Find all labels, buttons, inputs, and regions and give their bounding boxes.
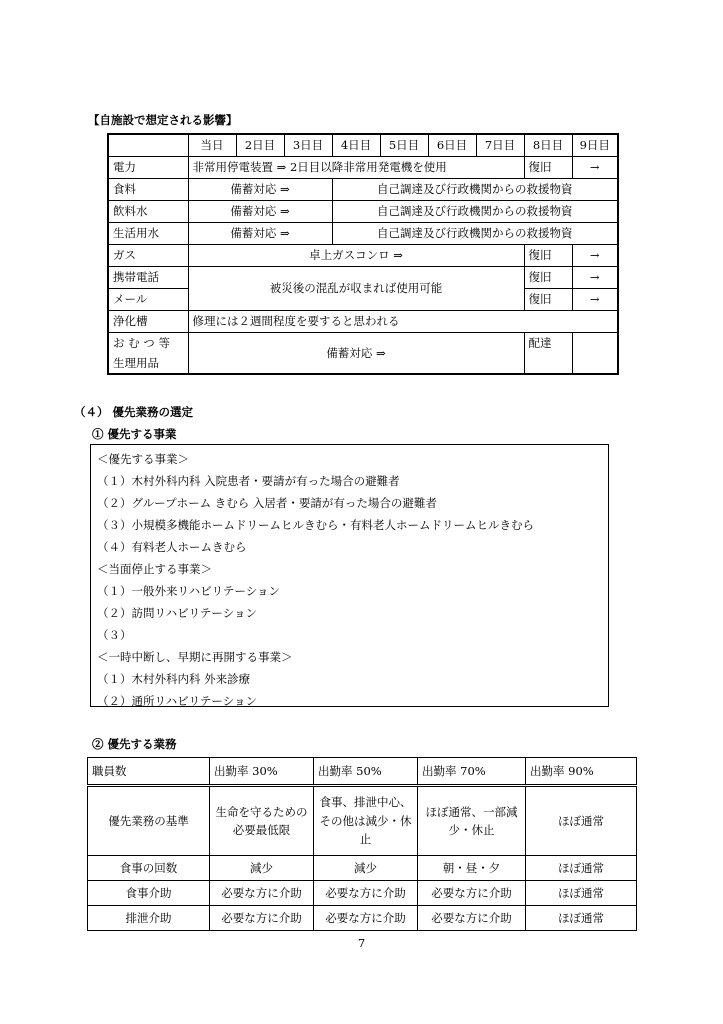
deliver-cell: 配達: [524, 333, 572, 375]
business-line: （２）グループホーム きむら 入居者・要請が有った場合の避難者: [97, 496, 437, 510]
header-cell: 職員数: [88, 758, 210, 786]
duty-cell: ほぼ通常、一部減少・休止: [418, 786, 526, 856]
duty-cell: 必要な方に介助: [418, 881, 526, 906]
row-label: 飲料水: [108, 201, 188, 223]
header-cell: 出勤率 90%: [526, 758, 637, 786]
duty-header-row: [88, 758, 637, 786]
basis-row: [88, 786, 637, 856]
day-cell: 8日目: [524, 134, 572, 157]
septic-row: [108, 311, 618, 333]
stock-cell: 備蓄対応 ⇒: [188, 333, 524, 375]
row-label: メール: [108, 289, 188, 311]
duty-cell: ほぼ通常: [526, 881, 637, 906]
day-cell: 7日目: [476, 134, 524, 157]
business-line: ＜一時中断し、早期に再開する事業＞: [97, 650, 293, 664]
supply-cell: 自己調達及び行政機関からの救援物資: [332, 223, 618, 245]
stock-cell: 備蓄対応 ⇒: [188, 179, 332, 201]
impact-table: [107, 133, 619, 375]
row-label: ガス: [108, 245, 188, 267]
priority-business-title: ① 優先する事業: [92, 427, 177, 441]
corner-cell: [108, 134, 188, 157]
mobile-row: [108, 267, 618, 289]
row-label: 浄化槽: [108, 311, 188, 333]
day-cell: 5日目: [380, 134, 428, 157]
section-4-title: （４） 優先業務の選定: [74, 405, 194, 419]
business-line: （１）一般外来リハビリテーション: [97, 584, 280, 598]
duty-cell: 生命を守るための必要最低限: [210, 786, 314, 856]
drink-row: [108, 201, 618, 223]
empty-cell: [572, 333, 618, 375]
day-cell: 9日目: [572, 134, 618, 157]
recover-cell: 復旧: [524, 289, 572, 311]
row-label: 食料: [108, 179, 188, 201]
duty-cell: ほぼ通常: [526, 786, 637, 856]
diaper-label-2: 生理用品: [113, 356, 159, 370]
power-row: [108, 157, 618, 179]
duty-cell: 朝・昼・夕: [418, 856, 526, 881]
row-label: 食事介助: [88, 881, 210, 906]
duty-cell: 必要な方に介助: [418, 906, 526, 931]
power-text: 非常用停電装置 ⇒ 2日目以降非常用発電機を使用: [188, 157, 524, 179]
header-cell: 出勤率 50%: [314, 758, 418, 786]
arrow-cell: →: [572, 157, 618, 179]
header-cell: 出勤率 70%: [418, 758, 526, 786]
stock-cell: 備蓄対応 ⇒: [188, 223, 332, 245]
arrow-cell: →: [572, 289, 618, 311]
day-cell: 当日: [188, 134, 236, 157]
supply-cell: 自己調達及び行政機関からの救援物資: [332, 201, 618, 223]
business-box: [90, 444, 609, 707]
business-line: （２）通所リハビリテーション: [97, 694, 257, 708]
row-label: 電力: [108, 157, 188, 179]
recover-cell: 復旧: [524, 157, 572, 179]
comm-text: 被災後の混乱が収まれば使用可能: [188, 267, 524, 311]
arrow-cell: →: [572, 245, 618, 267]
header-cell: 出勤率 30%: [210, 758, 314, 786]
meals-row: [88, 856, 637, 881]
supply-cell: 自己調達及び行政機関からの救援物資: [332, 179, 618, 201]
duty-cell: 必要な方に介助: [314, 881, 418, 906]
duty-cell: 必要な方に介助: [314, 906, 418, 931]
business-line: （３）: [97, 628, 132, 642]
page-number: 7: [357, 936, 366, 950]
recover-cell: 復旧: [524, 245, 572, 267]
duty-cell: 必要な方に介助: [210, 906, 314, 931]
business-line: （３）小規模多機能ホームドリームヒルきむら・有料老人ホームドリームヒルきむら: [97, 518, 534, 532]
duty-table: [87, 757, 637, 931]
arrow-cell: →: [572, 267, 618, 289]
impact-title: 【自施設で想定される影響】: [88, 113, 238, 127]
business-line: ＜優先する事業＞: [97, 452, 189, 466]
days-header-row: [108, 134, 618, 157]
duty-cell: 食事、排泄中心、その他は減少・休止: [314, 786, 418, 856]
septic-text: 修理には２週間程度を要すると思われる: [188, 311, 618, 333]
stock-cell: 備蓄対応 ⇒: [188, 201, 332, 223]
row-label: 排泄介助: [88, 906, 210, 931]
day-cell: 4日目: [332, 134, 380, 157]
business-line: ＜当面停止する事業＞: [97, 562, 212, 576]
business-line: （１）木村外科内科 入院患者・要請が有った場合の避難者: [97, 474, 400, 488]
duty-cell: ほぼ通常: [526, 906, 637, 931]
day-cell: 2日目: [236, 134, 284, 157]
water-row: [108, 223, 618, 245]
food-row: [108, 179, 618, 201]
excretion-row: [88, 906, 637, 931]
row-label: 優先業務の基準: [88, 786, 210, 856]
diaper-label-1: お む つ 等: [113, 336, 170, 350]
duty-cell: 減少: [314, 856, 418, 881]
duty-cell: 必要な方に介助: [210, 881, 314, 906]
duty-cell: ほぼ通常: [526, 856, 637, 881]
recover-cell: 復旧: [524, 267, 572, 289]
row-label: 携帯電話: [108, 267, 188, 289]
gas-text: 卓上ガスコンロ ⇒: [188, 245, 524, 267]
priority-duty-title: ② 優先する業務: [92, 737, 177, 751]
duty-cell: 減少: [210, 856, 314, 881]
business-line: （４）有料老人ホームきむら: [97, 540, 247, 554]
meal-assist-row: [88, 881, 637, 906]
gas-row: [108, 245, 618, 267]
day-cell: 3日目: [284, 134, 332, 157]
business-line: （２）訪問リハビリテーション: [97, 606, 257, 620]
business-line: （１）木村外科内科 外来診療: [97, 672, 251, 686]
diaper-row: [108, 333, 618, 375]
row-label: 生活用水: [108, 223, 188, 245]
day-cell: 6日目: [428, 134, 476, 157]
row-label: [108, 333, 188, 375]
row-label: 食事の回数: [88, 856, 210, 881]
